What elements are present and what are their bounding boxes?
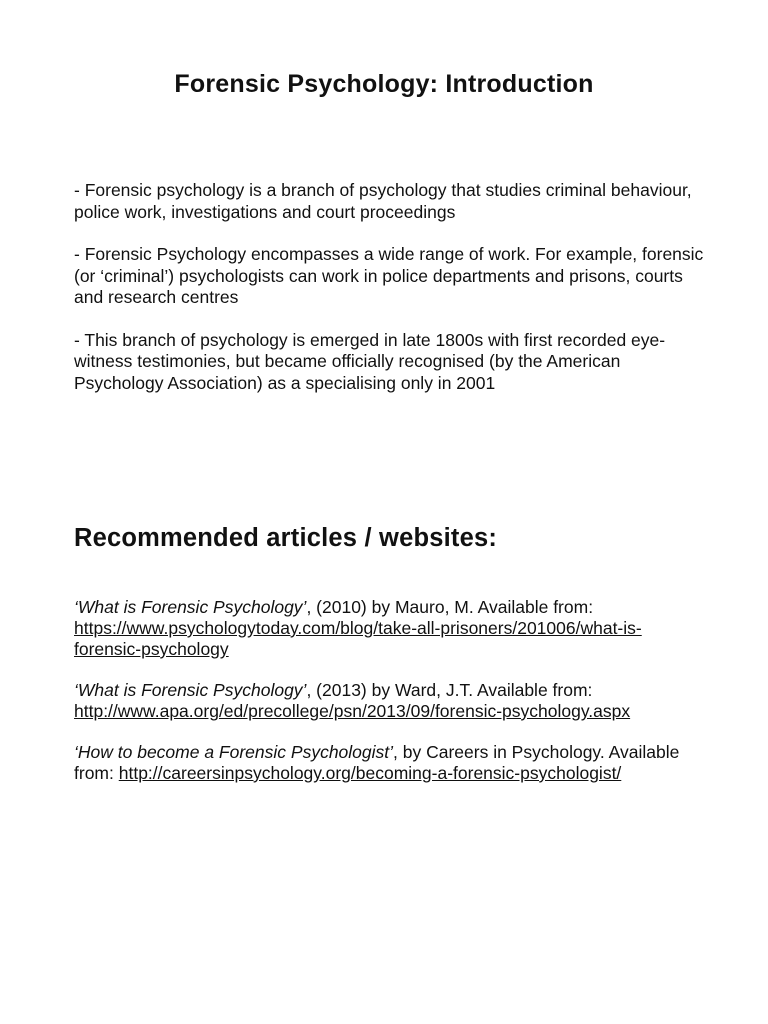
- reference-item: [74, 597, 704, 660]
- intro-section: [74, 180, 704, 415]
- reference-item: [74, 680, 704, 722]
- reference-link[interactable]: https://www.psychologytoday.com/blog/take-all-prisoners/201006/what-is-forensic-psychology: [74, 618, 642, 659]
- reference-item: [74, 742, 704, 784]
- reference-details: , by Careers in Psychology. Available from:: [74, 742, 680, 783]
- reference-details: , (2013) by Ward, J.T. Available from:: [306, 680, 593, 700]
- reference-link[interactable]: http://careersinpsychology.org/becoming-a-forensic-psychologist/: [118, 763, 622, 783]
- reference-title: ‘How to become a Forensic Psychologist’: [74, 742, 394, 762]
- page-title: Forensic Psychology: Introduction: [174, 70, 594, 98]
- references-list: [74, 597, 704, 804]
- reference-details: , (2010) by Mauro, M. Available from:: [306, 597, 594, 617]
- reference-link[interactable]: http://www.apa.org/ed/precollege/psn/2013/09/forensic-psychology.aspx: [74, 701, 631, 721]
- recommended-heading: Recommended articles / websites:: [74, 524, 498, 552]
- reference-title: ‘What is Forensic Psychology’: [74, 597, 307, 617]
- intro-paragraph: - Forensic psychology is a branch of psychology that studies criminal behaviour, police work, investigations and court proceedings: [74, 180, 692, 222]
- reference-title: ‘What is Forensic Psychology’: [74, 680, 307, 700]
- intro-paragraph: - Forensic Psychology encompasses a wide range of work. For example, forensic (or ‘criminal’) psychologists can work in police departments and prisons, courts and research centres: [74, 244, 704, 307]
- intro-paragraph: - This branch of psychology is emerged in late 1800s with first recorded eye-witness testimonies, but became officially recognised (by the American Psychology Association) as a specialising only in 2001: [74, 329, 666, 393]
